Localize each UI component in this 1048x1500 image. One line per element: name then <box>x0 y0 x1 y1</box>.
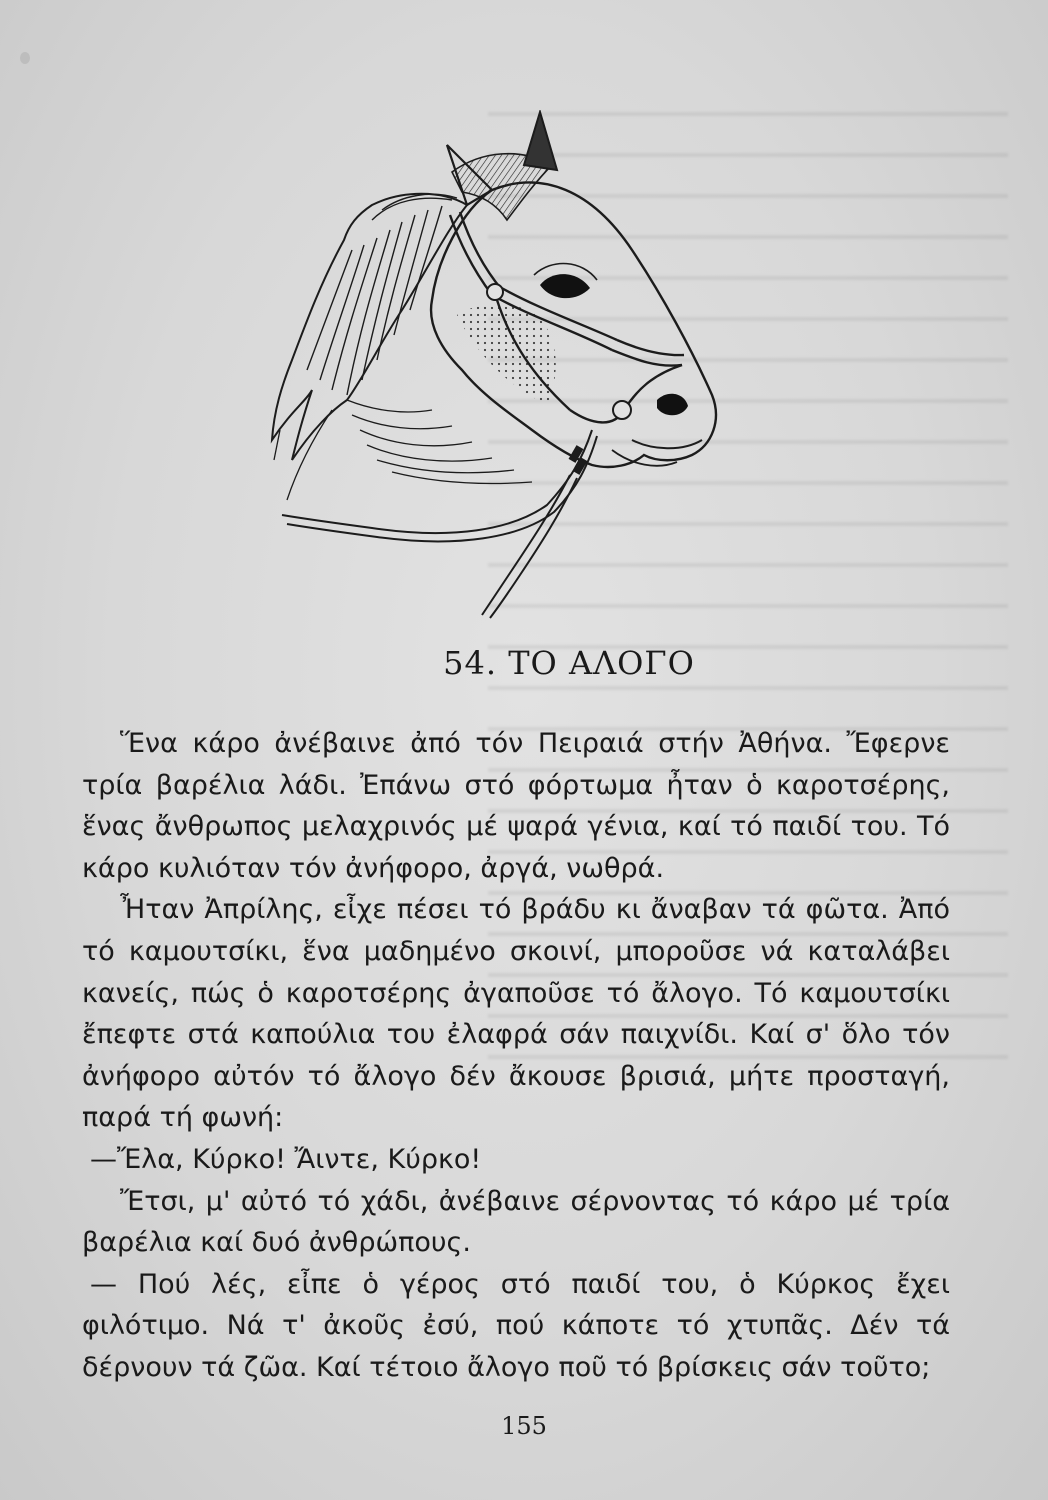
paragraph: Ἔτσι, μ' αὐτό τό χάδι, ἀνέβαινε σέρνοντας τό κάρο μέ τρία βαρέλια καί δυό ἀνθρώπους. <box>82 1185 950 1259</box>
chapter-title: 54. ΤΟ ΑΛΟΓΟ <box>443 644 695 682</box>
paragraph: Ἦταν Ἀπρίλης, εἶχε πέσει τό βράδυ κι ἄναβαν τά φῶτα. Ἀπό τό καμουτσίκι, ἕνα μαδημένο σκοινί, μποροῦσε νά καταλάβει κανείς, πώς ὁ καροτσέρης ἀγαποῦσε τό ἄλογο. Τό καμουτσίκι ἔπεφτε στά καπούλια του ἐλαφρά σάν παιχνίδι. Καί σ' ὅλο τόν ἀνήφορο αὐτόν τό ἄλογο δέν ἄκουσε βρισιά, μήτε προσταγή, παρά τή φωνή: <box>82 894 950 1134</box>
paper-spot <box>20 52 30 64</box>
page-number: 155 <box>501 1412 547 1440</box>
dialogue-paragraph: — Πού λές, εἶπε ὁ γέρος στό παιδί του, ὁ Κύρκος ἔχει φιλότιμο. Νά τ' ἀκοῦς ἐσύ, πού κάποτε τό χτυπᾶς. Δέν τά δέρνουν τά ζῶα. Καί τέτοιο ἄλογο ποῦ τό βρίσκεις σάν τοῦτο; <box>82 1268 950 1383</box>
body-text <box>82 723 950 1389</box>
paragraph: Ἕνα κάρο ἀνέβαινε ἀπό τόν Πειραιά στήν Ἀθήνα. Ἔφερνε τρία βαρέλια λάδι. Ἐπάνω στό φόρτωμα ἦταν ὁ καροτσέρης, ἕνας ἄνθρωπος μελαχρινός μέ ψαρά γένια, καί τό παιδί του. Τό κάρο κυλιόταν τόν ἀνήφορο, ἀργά, νωθρά. <box>82 728 950 884</box>
dialogue-line: —Ἔλα, Κύρκο! Ἄιντε, Κύρκο! <box>90 1143 482 1175</box>
horse-head-illustration <box>252 110 732 620</box>
